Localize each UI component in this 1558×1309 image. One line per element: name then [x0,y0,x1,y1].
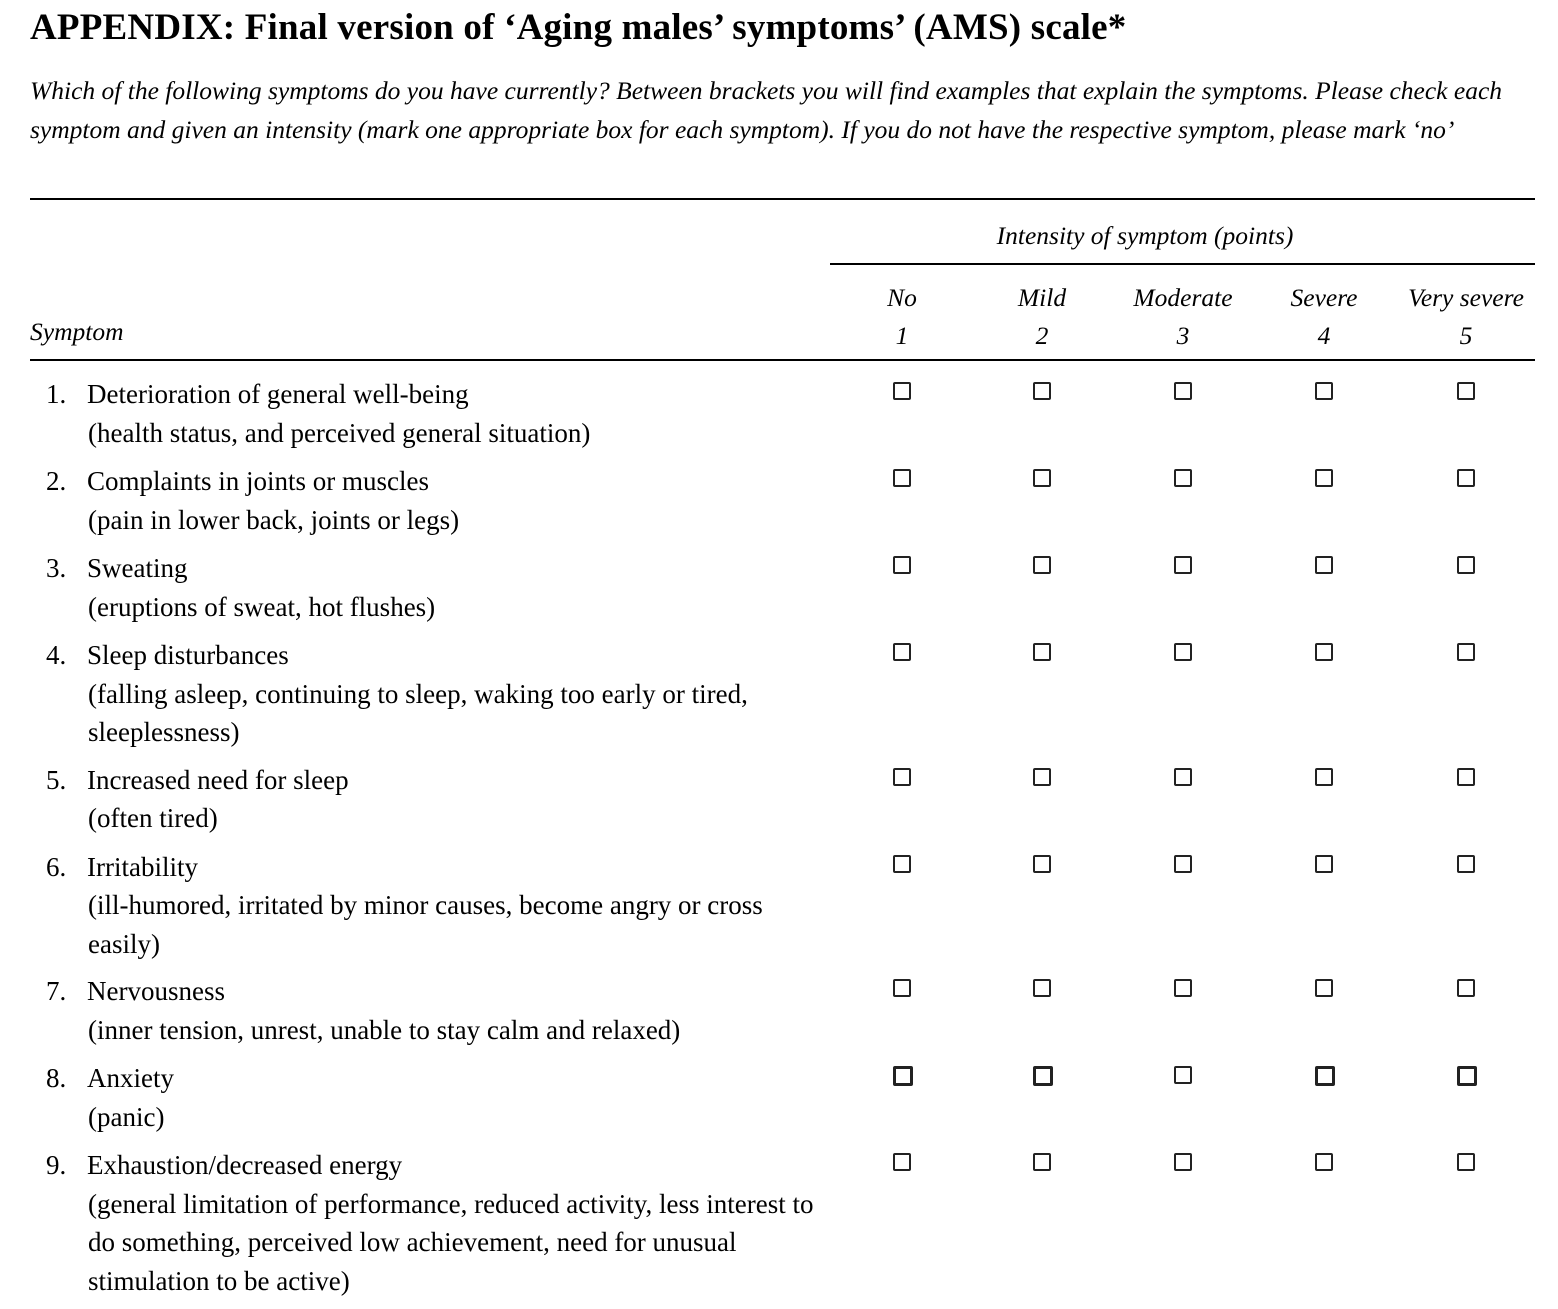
table-top-rule [30,198,1535,200]
checkbox-no[interactable] [893,556,911,574]
checkbox-very-severe[interactable] [1457,1066,1477,1086]
column-points: 5 [1459,321,1473,350]
symptom-name: Deterioration of general well-being [87,379,469,409]
symptom-description: (inner tension, unrest, unable to stay calm and relaxed) [88,1014,681,1045]
symptom-number: 9. [46,1150,67,1180]
table-header-rule [30,359,1535,361]
column-label: Moderate [1133,283,1233,312]
checkbox-very-severe[interactable] [1457,979,1475,997]
symptom-description: (eruptions of sweat, hot flushes) [88,591,436,622]
intensity-rule [830,263,1535,265]
checkbox-mild[interactable] [1033,1153,1051,1171]
symptom-description: (falling asleep, continuing to sleep, waking too early or tired, sleeplessness) [88,678,748,747]
column-label: Very severe [1408,283,1524,312]
checkbox-severe[interactable] [1315,643,1333,661]
checkbox-mild[interactable] [1033,643,1051,661]
checkbox-no[interactable] [893,643,911,661]
checkbox-severe[interactable] [1315,556,1333,574]
symptom-number: 2. [46,466,67,496]
symptom-text [87,848,817,964]
page-title: APPENDIX: Final version of ‘Aging males’ symptoms’ (AMS) scale* [30,7,1127,48]
symptom-description: (panic) [88,1101,165,1132]
symptom-description: (health status, and perceived general situation) [88,417,591,448]
checkbox-very-severe[interactable] [1457,469,1475,487]
checkbox-mild[interactable] [1033,855,1051,873]
checkbox-mild[interactable] [1033,979,1051,997]
symptom-text [87,761,817,838]
symptom-name: Exhaustion/decreased energy [87,1150,403,1180]
checkbox-moderate[interactable] [1174,469,1192,487]
symptom-text [87,1059,817,1136]
symptom-row [30,462,1535,549]
column-label: No [887,283,917,312]
symptom-name: Nervousness [87,976,225,1006]
column-label: Mild [1017,283,1067,312]
symptom-name: Irritability [87,851,198,882]
column-points: 2 [1035,321,1049,350]
checkbox-mild[interactable] [1033,469,1051,487]
checkbox-severe[interactable] [1315,979,1333,997]
checkbox-moderate[interactable] [1174,1066,1192,1084]
column-label: Severe [1290,283,1358,312]
checkbox-no[interactable] [893,469,911,487]
checkbox-very-severe[interactable] [1457,643,1475,661]
symptom-number: 3. [46,553,67,583]
checkbox-moderate[interactable] [1174,382,1192,400]
symptom-description: (ill-humored, irritated by minor causes, become angry or cross easily) [88,890,763,959]
checkbox-moderate[interactable] [1174,643,1192,661]
symptom-row [30,761,1535,848]
column-header-very-severe [1386,279,1546,355]
symptom-column-header: Symptom [30,317,124,346]
checkbox-moderate[interactable] [1174,1153,1192,1171]
symptom-row [30,1146,1535,1309]
checkbox-moderate[interactable] [1174,556,1192,574]
checkbox-no[interactable] [893,768,911,786]
ams-appendix-page [30,0,1535,1304]
column-header-moderate [1103,279,1263,355]
checkbox-moderate[interactable] [1174,979,1192,997]
checkbox-severe[interactable] [1315,1153,1333,1171]
checkbox-mild[interactable] [1033,768,1051,786]
column-header-severe [1244,279,1404,355]
symptom-text [87,1146,817,1300]
checkbox-very-severe[interactable] [1457,768,1475,786]
checkbox-severe[interactable] [1315,1066,1335,1086]
checkbox-severe[interactable] [1315,382,1333,400]
column-header-no [822,279,982,355]
symptom-row [30,1059,1535,1146]
symptom-number: 8. [46,1063,67,1093]
checkbox-severe[interactable] [1315,768,1333,786]
symptom-row [30,972,1535,1059]
symptom-description: (often tired) [88,803,218,833]
symptom-row [30,848,1535,973]
checkbox-very-severe[interactable] [1457,1153,1475,1171]
symptom-number: 1. [46,379,67,409]
checkbox-severe[interactable] [1315,469,1333,487]
checkbox-no[interactable] [893,979,911,997]
symptom-number: 5. [46,764,67,795]
checkbox-very-severe[interactable] [1457,855,1475,873]
intensity-header: Intensity of symptom (points) [996,221,1294,250]
checkbox-mild[interactable] [1033,556,1051,574]
symptom-text [87,972,817,1049]
symptom-name: Sweating [87,553,188,583]
symptom-row [30,549,1535,636]
checkbox-no[interactable] [893,1153,911,1171]
checkbox-moderate[interactable] [1174,768,1192,786]
checkbox-no[interactable] [893,382,911,400]
symptom-row [30,375,1535,462]
checkbox-no[interactable] [893,1066,913,1086]
symptom-name: Increased need for sleep [87,764,349,795]
column-points: 4 [1317,321,1331,350]
checkbox-very-severe[interactable] [1457,382,1475,400]
symptom-name: Complaints in joints or muscles [87,466,429,496]
checkbox-severe[interactable] [1315,855,1333,873]
symptom-description: (pain in lower back, joints or legs) [88,504,460,535]
symptom-name: Sleep disturbances [87,640,289,670]
symptom-text [87,549,817,626]
symptom-row [30,636,1535,761]
checkbox-mild[interactable] [1033,382,1051,400]
checkbox-very-severe[interactable] [1457,556,1475,574]
checkbox-moderate[interactable] [1174,855,1192,873]
symptom-name: Anxiety [87,1063,174,1093]
symptom-text [87,375,817,452]
symptom-number: 7. [46,976,67,1006]
symptom-rows [30,375,1535,1309]
checkbox-mild[interactable] [1033,1066,1053,1086]
symptom-text [87,462,817,539]
symptom-number: 4. [46,640,67,670]
symptom-description: (general limitation of performance, reduced activity, less interest to do something, perceived low achievement, need for unusual stimulation to be active) [88,1188,814,1296]
symptom-number: 6. [46,851,67,882]
column-points: 1 [895,321,909,350]
symptom-text [87,636,817,752]
checkbox-no[interactable] [893,855,911,873]
column-header-mild [962,279,1122,355]
column-points: 3 [1176,321,1190,350]
instructions-text: Which of the following symptoms do you have currently? Between brackets you will find examples that explain the symptoms. Please check each symptom and given an intensity (mark one appropriate box for each symptom). If you do not have the respective symptom, please mark ‘no’ [30,76,1503,144]
